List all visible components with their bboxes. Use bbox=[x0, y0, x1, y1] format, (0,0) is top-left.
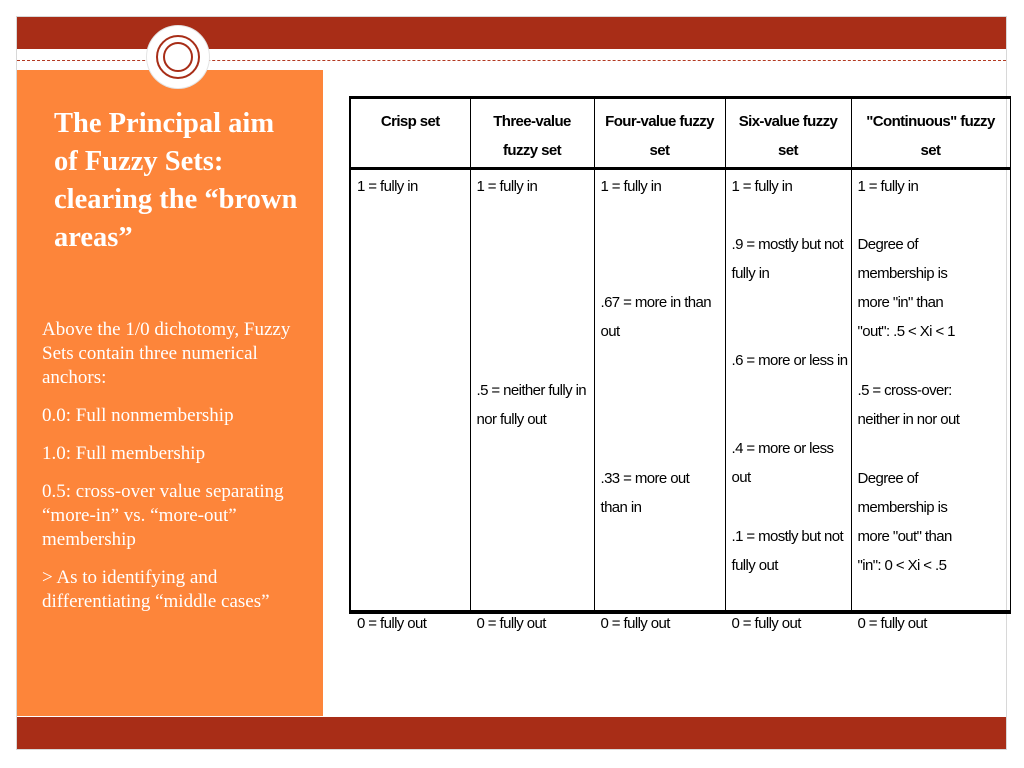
column-six-value bbox=[725, 169, 851, 632]
body-paragraph-nonmembership: 0.0: Full nonmembership bbox=[42, 405, 234, 426]
header-six-value: Six-value fuzzy set bbox=[725, 98, 851, 169]
cell-six-09: .9 = mostly but not fully in bbox=[731, 236, 844, 282]
column-three-value bbox=[470, 169, 594, 632]
header-continuous: "Continuous" fuzzy set bbox=[851, 98, 1010, 169]
cell-cont-0: 0 = fully out bbox=[857, 615, 927, 632]
body-paragraph-middle-cases: > As to identifying and differentiating “middle cases” bbox=[42, 567, 270, 612]
header-crisp-set: Crisp set bbox=[350, 98, 470, 169]
body-paragraph-crossover: 0.5: cross-over value separating “more-in” vs. “more-out” membership bbox=[42, 481, 284, 550]
header-four-value: Four-value fuzzy set bbox=[594, 98, 725, 169]
cell-six-0: 0 = fully out bbox=[731, 615, 801, 632]
cell-three-1: 1 = fully in bbox=[476, 178, 538, 195]
cell-crisp-0: 0 = fully out bbox=[357, 615, 427, 632]
cell-cont-crossover: .5 = cross-over: neither in nor out bbox=[857, 382, 960, 428]
cell-four-067: .67 = more in than out bbox=[600, 294, 712, 340]
cell-four-1: 1 = fully in bbox=[600, 178, 662, 195]
body-text bbox=[42, 318, 314, 628]
cell-three-05: .5 = neither fully in nor fully out bbox=[476, 382, 587, 428]
column-four-value bbox=[594, 169, 725, 632]
cell-six-06: .6 = more or less in bbox=[731, 352, 848, 369]
cell-crisp-1: 1 = fully in bbox=[357, 178, 418, 195]
body-paragraph-anchors: Above the 1/0 dichotomy, Fuzzy Sets contain three numerical anchors: bbox=[42, 319, 291, 388]
cell-six-01: .1 = mostly but not fully out bbox=[731, 528, 844, 574]
ornament-inner-ring bbox=[163, 42, 193, 72]
slide-title: The Principal aim of Fuzzy Sets: clearing the “brown areas” bbox=[54, 108, 298, 253]
cell-six-1: 1 = fully in bbox=[731, 178, 793, 195]
column-continuous bbox=[851, 169, 1010, 632]
cell-six-04: .4 = more or less out bbox=[731, 440, 834, 486]
circle-ornament-icon bbox=[147, 26, 209, 88]
header-three-value: Three-value fuzzy set bbox=[470, 98, 594, 169]
ornament-outer-ring bbox=[156, 35, 200, 79]
fuzzy-set-table bbox=[349, 96, 1011, 632]
fuzzy-set-table-image bbox=[349, 96, 995, 638]
body-paragraph-membership: 1.0: Full membership bbox=[42, 443, 206, 464]
bottom-band bbox=[17, 717, 1006, 749]
table-header-row bbox=[350, 98, 1010, 169]
cell-three-0: 0 = fully out bbox=[476, 615, 546, 632]
cell-cont-more-out: Degree of membership is more "out" than "in": 0 < Xi < .5 bbox=[857, 470, 952, 574]
table-row bbox=[350, 169, 1010, 613]
column-crisp bbox=[350, 169, 470, 632]
cell-four-0: 0 = fully out bbox=[600, 615, 670, 632]
cell-four-033: .33 = more out than in bbox=[600, 470, 690, 516]
cell-cont-1: 1 = fully in bbox=[857, 178, 919, 195]
cell-cont-more-in: Degree of membership is more "in" than "out": .5 < Xi < 1 bbox=[857, 236, 955, 340]
